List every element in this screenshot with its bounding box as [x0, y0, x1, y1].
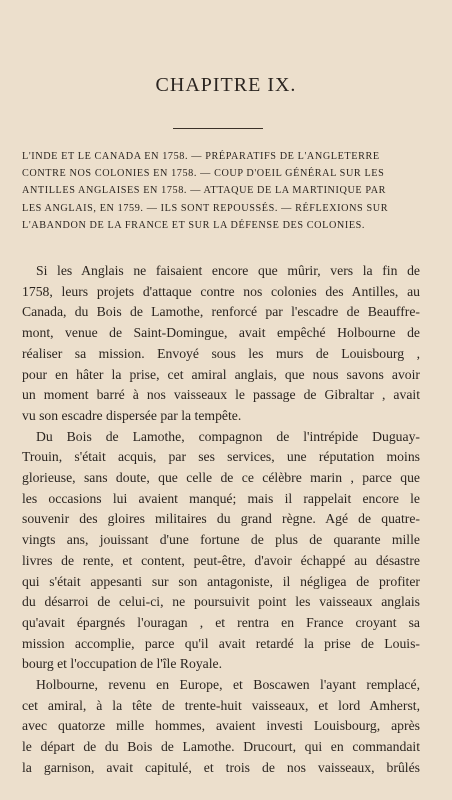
summary-line: L'INDE ET LE CANADA EN 1758. — PRÉPARATIFS DE L'ANGLETERRE — [22, 151, 380, 162]
body-line: mission accomplie, parce qu'il avait retardé la prise de Louis- — [22, 635, 420, 651]
body-line: qu'avait épargnés l'ouragan , et rentra en France croyant sa — [22, 614, 420, 630]
body-line: 1758, leurs projets d'attaque contre nos colonies des Antilles, au — [22, 283, 420, 299]
body-line: le départ de du Bois de Lamothe. Drucourt, qui en commandait — [22, 739, 420, 755]
body-line: pour en hâter la prise, cet amiral anglais, que nous savons avoir — [22, 366, 420, 382]
title-rule — [173, 128, 263, 129]
body-line: vingts ans, jouissant d'une fortune de plus de quarante mille — [22, 532, 420, 548]
body-line: Canada, du Bois de Lamothe, renforcé par l'escadre de Beauffre- — [22, 304, 420, 320]
body-line: cet amiral, à la tête de trente-huit vaisseaux, et lord Amherst, — [22, 697, 420, 713]
body-line: livres de rente, et content, peut-être, d'avoir échappé au désastre — [22, 552, 420, 568]
body-line: bourg et l'occupation de l'île Royale. — [22, 656, 223, 672]
chapter-summary — [22, 148, 422, 234]
body-line: Si les Anglais ne faisaient encore que mûrir, vers la fin de — [36, 263, 420, 278]
summary-line: ANTILLES ANGLAISES EN 1758. — ATTAQUE DE LA MARTINIQUE PAR — [22, 185, 387, 197]
body-line: réaliser sa mission. Envoyé sous les murs de Louisbourg , — [22, 345, 420, 361]
body-line: Holbourne, revenu en Europe, et Boscawen l'ayant remplacé, — [36, 677, 420, 693]
body-line: souvenir des gloires militaires du grand règne. Agé de quatre- — [22, 511, 420, 527]
body-text — [22, 261, 420, 779]
body-line: glorieuse, sans doute, que celle de ce célèbre marin , parce que — [22, 470, 420, 486]
body-line: mont, venue de Saint-Domingue, avait empêché Holbourne de — [22, 325, 420, 341]
summary-line: LES ANGLAIS, EN 1759. — ILS SONT REPOUSSÉS. — RÉFLEXIONS SUR — [22, 202, 389, 214]
body-line: un moment barré à nos vaisseaux le passage de Gibraltar , avait — [22, 387, 420, 403]
body-line: avec quatorze mille hommes, avaient investi Louisbourg, après — [22, 718, 420, 734]
body-line: du désarroi de celui-ci, ne poursuivit point les vaisseaux anglais — [22, 594, 420, 610]
body-line: vu son escadre dispersée par la tempête. — [22, 407, 242, 423]
body-line: les occasions lui avaient manqué; mais il rappelait encore le — [22, 490, 420, 506]
chapter-title: CHAPITRE IX. — [155, 74, 297, 96]
body-line: qui s'était appesanti sur son antagoniste, il négligea de profiter — [22, 573, 420, 589]
summary-line: CONTRE NOS COLONIES EN 1758. — COUP D'OEIL GÉNÉRAL SUR LES — [22, 168, 385, 180]
body-line: la garnison, avait capitulé, et trois de nos vaisseaux, brûlés — [22, 759, 420, 775]
body-line: Trouin, s'était acquis, par ses services, une réputation moins — [22, 449, 420, 465]
summary-line: L'ABANDON DE LA FRANCE ET SUR LA DÉFENSE DES COLONIES. — [22, 219, 366, 231]
body-line: Du Bois de Lamothe, compagnon de l'intrépide Duguay- — [36, 428, 420, 444]
